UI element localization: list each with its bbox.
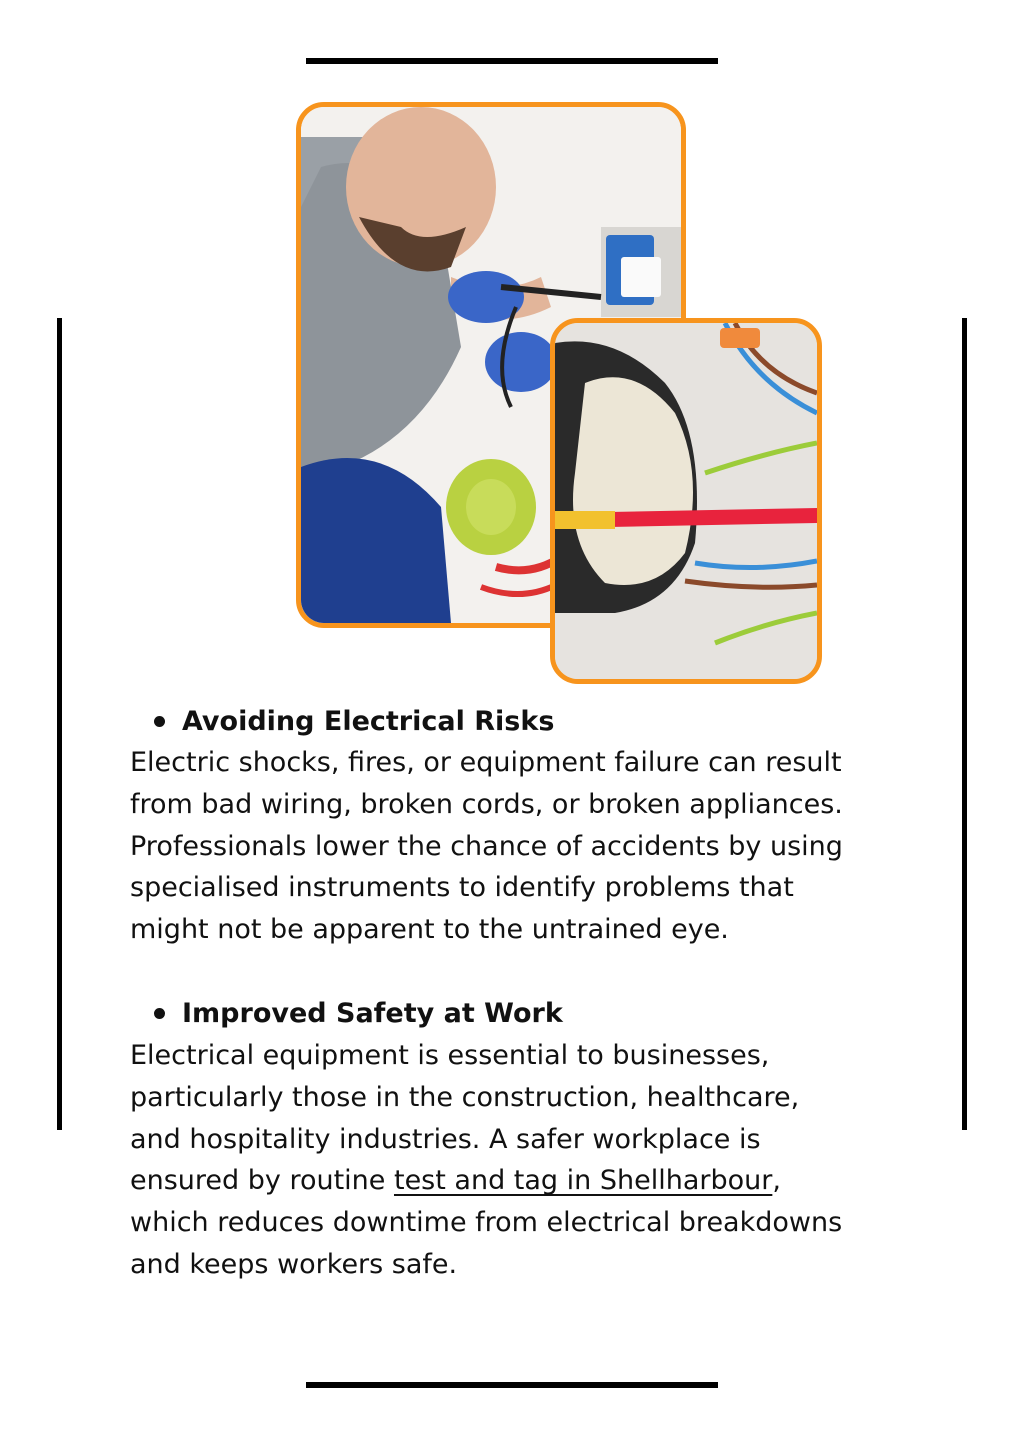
- bottom-divider: [306, 1382, 718, 1388]
- body-text-before-link: Electrical equipment is essential to businesses, particularly those in the construction, healthcare, and hospitality industries. A safer workplace is ensured by routine: [130, 1039, 800, 1197]
- test-and-tag-link[interactable]: test and tag in Shellharbour: [393, 1165, 773, 1197]
- left-border-line: [57, 318, 62, 1130]
- section-safety-at-work: [130, 993, 850, 1286]
- bullet-icon: [154, 1008, 165, 1019]
- article-content: [130, 700, 850, 1286]
- bullet-item: [130, 993, 850, 1035]
- section-avoiding-risks: [130, 700, 850, 951]
- bullet-item: [130, 700, 850, 742]
- section-body: [130, 1035, 850, 1286]
- section-heading: Avoiding Electrical Risks: [182, 705, 555, 737]
- body-text-after-link: , which reduces downtime from electrical breakdowns and keeps workers safe.: [130, 1165, 843, 1280]
- section-heading: Improved Safety at Work: [182, 998, 563, 1030]
- top-divider: [306, 58, 718, 64]
- wiring-closeup-photo: [550, 318, 822, 684]
- right-border-line: [962, 318, 967, 1130]
- bullet-icon: [154, 716, 165, 727]
- section-body: Electric shocks, fires, or equipment failure can result from bad wiring, broken cords, or broken appliances. Professionals lower the chance of accidents by using specialised instruments to identify problems that might not be apparent to the untrained eye.: [130, 747, 843, 946]
